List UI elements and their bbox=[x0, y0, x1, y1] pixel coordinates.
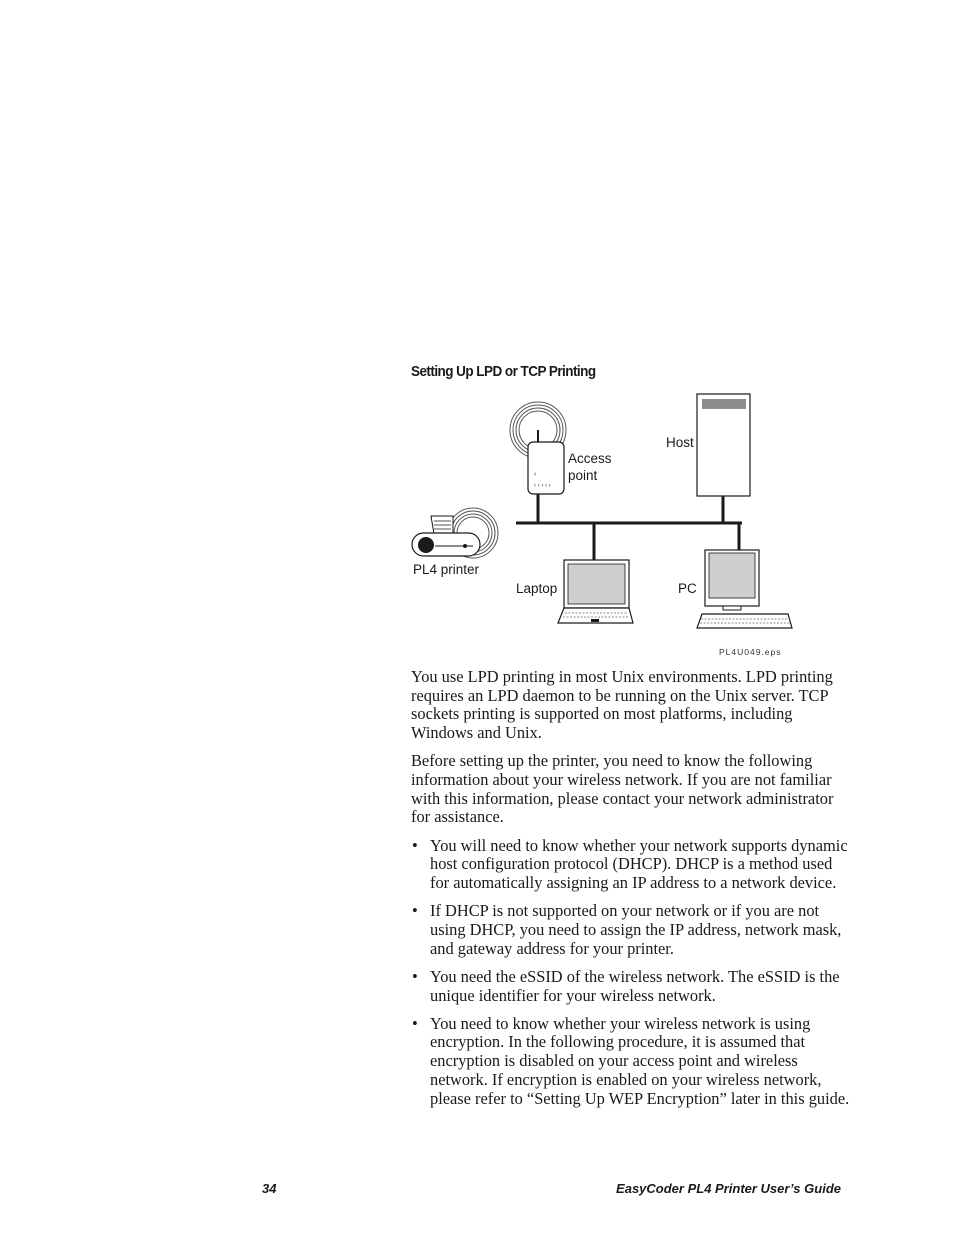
printer-label: PL4 printer bbox=[413, 562, 480, 577]
svg-text:‹: ‹ bbox=[534, 471, 537, 478]
pc-icon bbox=[697, 550, 792, 628]
section-heading: Setting Up LPD or TCP Printing bbox=[411, 363, 596, 380]
list-item-text: You need the eSSID of the wireless network. The eSSID is the unique identifier for your wireless network. bbox=[430, 966, 840, 1005]
access-point-label: Access bbox=[568, 451, 612, 466]
bullet-marker: • bbox=[412, 835, 418, 855]
list-item-text: You will need to know whether your network supports dynamic host configuration protocol (DHCP). DHCP is a method used for automatically assigning an IP address to a network device. bbox=[430, 835, 848, 893]
paragraph: You use LPD printing in most Unix environments. LPD printing requires an LPD daemon to be running on the Unix server. TCP sockets printing is supported on most platforms, including Windows and Unix. bbox=[411, 667, 833, 743]
body-text bbox=[411, 668, 851, 1118]
page-number: 34 bbox=[262, 1181, 277, 1196]
network-cable bbox=[516, 487, 742, 560]
laptop-label: Laptop bbox=[516, 581, 558, 596]
list-item-text: You need to know whether your wireless network is using encryption. In the following procedure, it is assumed that encryption is disabled on your access point and wireless network. If encryption is enabled on your wireless network, please refer to “Setting Up WEP Encryption” later in this guide. bbox=[430, 1013, 850, 1108]
host-icon bbox=[697, 394, 750, 496]
bullet-marker: • bbox=[412, 966, 418, 986]
access-point-icon bbox=[510, 402, 566, 494]
host-label: Host bbox=[666, 435, 694, 450]
list-item bbox=[411, 902, 851, 958]
figure-file-label: PL4U049.eps bbox=[719, 647, 782, 657]
printer-icon bbox=[412, 508, 498, 558]
pc-label: PC bbox=[678, 581, 697, 596]
list-item bbox=[411, 1015, 851, 1109]
guide-title: EasyCoder PL4 Printer User’s Guide bbox=[616, 1181, 841, 1196]
requirements-list bbox=[411, 837, 851, 1109]
svg-text:‹ ‹ ‹ ‹ ‹: ‹ ‹ ‹ ‹ ‹ bbox=[534, 483, 551, 489]
laptop-icon bbox=[558, 560, 633, 623]
list-item-text: If DHCP is not supported on your network or if you are not using DHCP, you need to assign the IP address, network mask, and gateway address for your printer. bbox=[430, 901, 842, 958]
list-item bbox=[411, 968, 851, 1005]
bullet-marker: • bbox=[412, 1013, 418, 1033]
bullet-marker: • bbox=[412, 901, 418, 921]
list-item bbox=[411, 837, 851, 893]
access-point-label-line2: point bbox=[568, 468, 598, 483]
paragraph: Before setting up the printer, you need to know the following information about your wireless network. If you are not familiar with this information, please contact your network administrator for assistance. bbox=[411, 751, 834, 827]
network-diagram bbox=[405, 390, 805, 662]
